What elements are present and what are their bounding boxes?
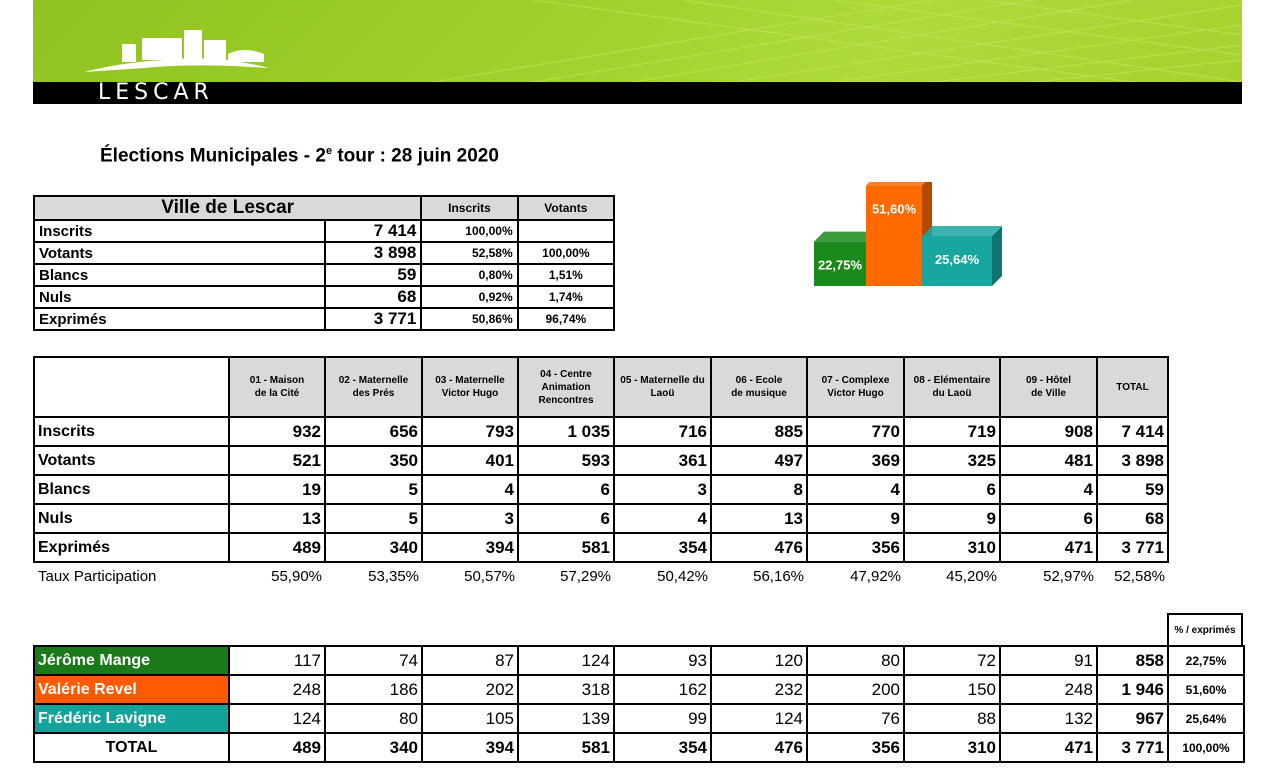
row-label: Blancs [34,475,229,504]
table-row [34,504,1168,533]
page-title: Élections Municipales - 2e tour : 28 juin 2020 [100,145,499,167]
table-row [34,446,1168,475]
cell-value: 497 [711,446,807,475]
cell-value: 325 [904,446,1000,475]
cell-value: 3 771 [1097,533,1168,562]
chart-bar-2 [922,226,1002,286]
vote-count: 186 [325,675,422,704]
vote-count: 354 [614,733,711,762]
bureau-header-line: de musique [731,388,787,399]
taux-value: 53,35% [368,568,419,585]
bureau-header [807,357,904,417]
cell-value: 521 [229,446,325,475]
cell-value: 6 [518,475,614,504]
vote-percent: 25,64% [1168,704,1244,733]
summary-col-inscrits: Inscrits [421,196,517,220]
row-label: Votants [34,446,229,475]
bureau-header [422,357,518,417]
cell-value: 6 [904,475,1000,504]
total-row [34,733,1244,762]
cell-value: 1 035 [518,417,614,446]
vote-count: 394 [422,733,518,762]
vote-count: 105 [422,704,518,733]
summary-row: Nuls 68 0,92% 1,74% [34,286,614,308]
candidate-row [34,675,1244,704]
taux-value: 47,92% [850,568,901,585]
chart-data-label: 25,64% [934,252,980,268]
bureau-header-line: 07 - Complexe [821,375,890,386]
cell-value: 5 [325,504,422,533]
vote-count: 124 [711,704,807,733]
cell-value: 4 [1000,475,1097,504]
cell-value: 481 [1000,446,1097,475]
vote-count: 72 [904,646,1000,675]
bureau-header [614,357,711,417]
vote-count: 162 [614,675,711,704]
taux-row [34,562,1168,590]
summary-row: Votants 3 898 52,58% 100,00% [34,242,614,264]
cell-value: 4 [614,504,711,533]
row-label: Inscrits [34,417,229,446]
candidate-name: TOTAL [34,733,229,762]
row-label: Exprimés [34,533,229,562]
cell-value: 716 [614,417,711,446]
bureau-header [325,357,422,417]
vote-count: 76 [807,704,904,733]
vote-count: 150 [904,675,1000,704]
logo-text: LESCAR [98,80,214,105]
cell-value: 656 [325,417,422,446]
bureau-header [518,357,614,417]
cell-value: 476 [711,533,807,562]
taux-value: 55,90% [271,568,322,585]
vote-total: 967 [1097,704,1168,733]
table-row [34,475,1168,504]
chart-data-label: 51,60% [871,201,917,217]
bureau-header-line: des Prés [352,388,395,399]
cell-value: 13 [711,504,807,533]
candidate-name: Jérôme Mange [34,646,229,675]
candidate-row [34,704,1244,733]
vote-count: 87 [422,646,518,675]
vote-total: 1 946 [1097,675,1168,704]
vote-count: 489 [229,733,325,762]
bureau-header-line: 02 - Maternelle [338,375,409,386]
cell-value: 13 [229,504,325,533]
summary-row: Blancs 59 0,80% 1,51% [34,264,614,286]
bureau-header [904,357,1000,417]
cell-value: 7 414 [1097,417,1168,446]
table-row [34,417,1168,446]
vote-count: 232 [711,675,807,704]
vote-count: 80 [807,646,904,675]
taux-value: 52,58% [1114,568,1165,585]
cell-value: 361 [614,446,711,475]
bureau-header-line: TOTAL [1116,381,1149,393]
taux-value: 50,57% [464,568,515,585]
vote-count: 248 [229,675,325,704]
vote-count: 91 [1000,646,1097,675]
vote-count: 117 [229,646,325,675]
candidate-name: Valérie Revel [34,675,229,704]
cell-value: 3 898 [1097,446,1168,475]
cell-value: 9 [904,504,1000,533]
cell-value: 719 [904,417,1000,446]
corner-cell [34,357,229,417]
taux-value: 52,97% [1043,568,1094,585]
taux-value: 57,29% [560,568,611,585]
cell-value: 68 [1097,504,1168,533]
cell-value: 19 [229,475,325,504]
cell-value: 3 [422,504,518,533]
cell-value: 8 [711,475,807,504]
cell-value: 6 [518,504,614,533]
bureau-header-line: Laoü [650,388,675,399]
summary-row: Inscrits 7 414 100,00% [34,220,614,242]
vote-total: 858 [1097,646,1168,675]
candidates-table [33,645,1245,763]
vote-count: 202 [422,675,518,704]
vote-count: 74 [325,646,422,675]
candidate-name: Frédéric Lavigne [34,704,229,733]
vote-count: 93 [614,646,711,675]
taux-value: 45,20% [946,568,997,585]
vote-percent: 51,60% [1168,675,1244,704]
bureau-header-line: 08 - Elémentaire [913,375,991,386]
vote-count: 80 [325,704,422,733]
bureaux-table [33,356,1169,590]
taux-value: 50,42% [657,568,708,585]
vote-count: 581 [518,733,614,762]
vote-count: 124 [518,646,614,675]
vote-percent: 100,00% [1168,733,1244,762]
bureau-header-line: de Ville [1031,388,1066,399]
bureau-header-line: 09 - Hôtel [1025,375,1071,386]
cell-value: 471 [1000,533,1097,562]
vote-count: 132 [1000,704,1097,733]
row-label: Nuls [34,504,229,533]
vote-count: 310 [904,733,1000,762]
summary-heading: Ville de Lescar [34,196,421,220]
summary-col-votants: Votants [518,196,614,220]
cell-value: 394 [422,533,518,562]
cell-value: 3 [614,475,711,504]
summary-row: Exprimés 3 771 50,86% 96,74% [34,308,614,330]
vote-count: 248 [1000,675,1097,704]
cell-value: 932 [229,417,325,446]
taux-label: Taux Participation [38,568,157,585]
cell-value: 885 [711,417,807,446]
cell-value: 6 [1000,504,1097,533]
cell-value: 908 [1000,417,1097,446]
vote-count: 356 [807,733,904,762]
bureau-header-line: de la Cité [254,388,300,399]
bureau-header-line: 05 - Maternelle du [620,375,705,386]
cell-value: 5 [325,475,422,504]
vote-count: 471 [1000,733,1097,762]
cell-value: 59 [1097,475,1168,504]
taux-value: 56,16% [753,568,804,585]
cell-value: 369 [807,446,904,475]
cell-value: 401 [422,446,518,475]
cell-value: 4 [807,475,904,504]
vote-total: 3 771 [1097,733,1168,762]
cell-value: 9 [807,504,904,533]
cell-value: 354 [614,533,711,562]
bureau-header [1000,357,1097,417]
cell-value: 350 [325,446,422,475]
lescar-logo-icon [84,24,274,80]
bureau-header [711,357,807,417]
chart-data-label: 22,75% [817,257,863,273]
vote-count: 139 [518,704,614,733]
vote-count: 88 [904,704,1000,733]
vote-count: 340 [325,733,422,762]
bureau-header-line: Animation [541,381,591,393]
cell-value: 770 [807,417,904,446]
bureau-header-line: Victor Hugo [827,388,884,399]
cell-value: 489 [229,533,325,562]
bureau-header-line: 03 - Maternelle [435,375,505,386]
table-row [34,533,1168,562]
results-chart [812,182,1002,298]
bureau-header-line: Victor Hugo [441,388,499,399]
cell-value: 356 [807,533,904,562]
vote-count: 318 [518,675,614,704]
vote-count: 476 [711,733,807,762]
vote-count: 124 [229,704,325,733]
vote-count: 120 [711,646,807,675]
bureau-header-line: du Laoü [932,388,972,399]
bureau-header [229,357,325,417]
cell-value: 793 [422,417,518,446]
bureau-header-line: 04 - Centre [540,368,592,380]
cell-value: 581 [518,533,614,562]
vote-percent: 22,75% [1168,646,1244,675]
bureau-header-line: Rencontres [538,394,594,406]
summary-table [33,195,615,331]
cell-value: 340 [325,533,422,562]
bureau-header-line: 06 - Ecole [735,375,783,386]
candidate-row [34,646,1244,675]
vote-count: 99 [614,704,711,733]
vote-count: 200 [807,675,904,704]
cell-value: 4 [422,475,518,504]
cell-value: 593 [518,446,614,475]
pct-exprimes-header: % / exprimés [1167,613,1243,645]
header-black-bar [33,82,1242,104]
bureau-header [1097,357,1168,417]
cell-value: 310 [904,533,1000,562]
bureau-header-line: 01 - Maison [249,375,305,386]
